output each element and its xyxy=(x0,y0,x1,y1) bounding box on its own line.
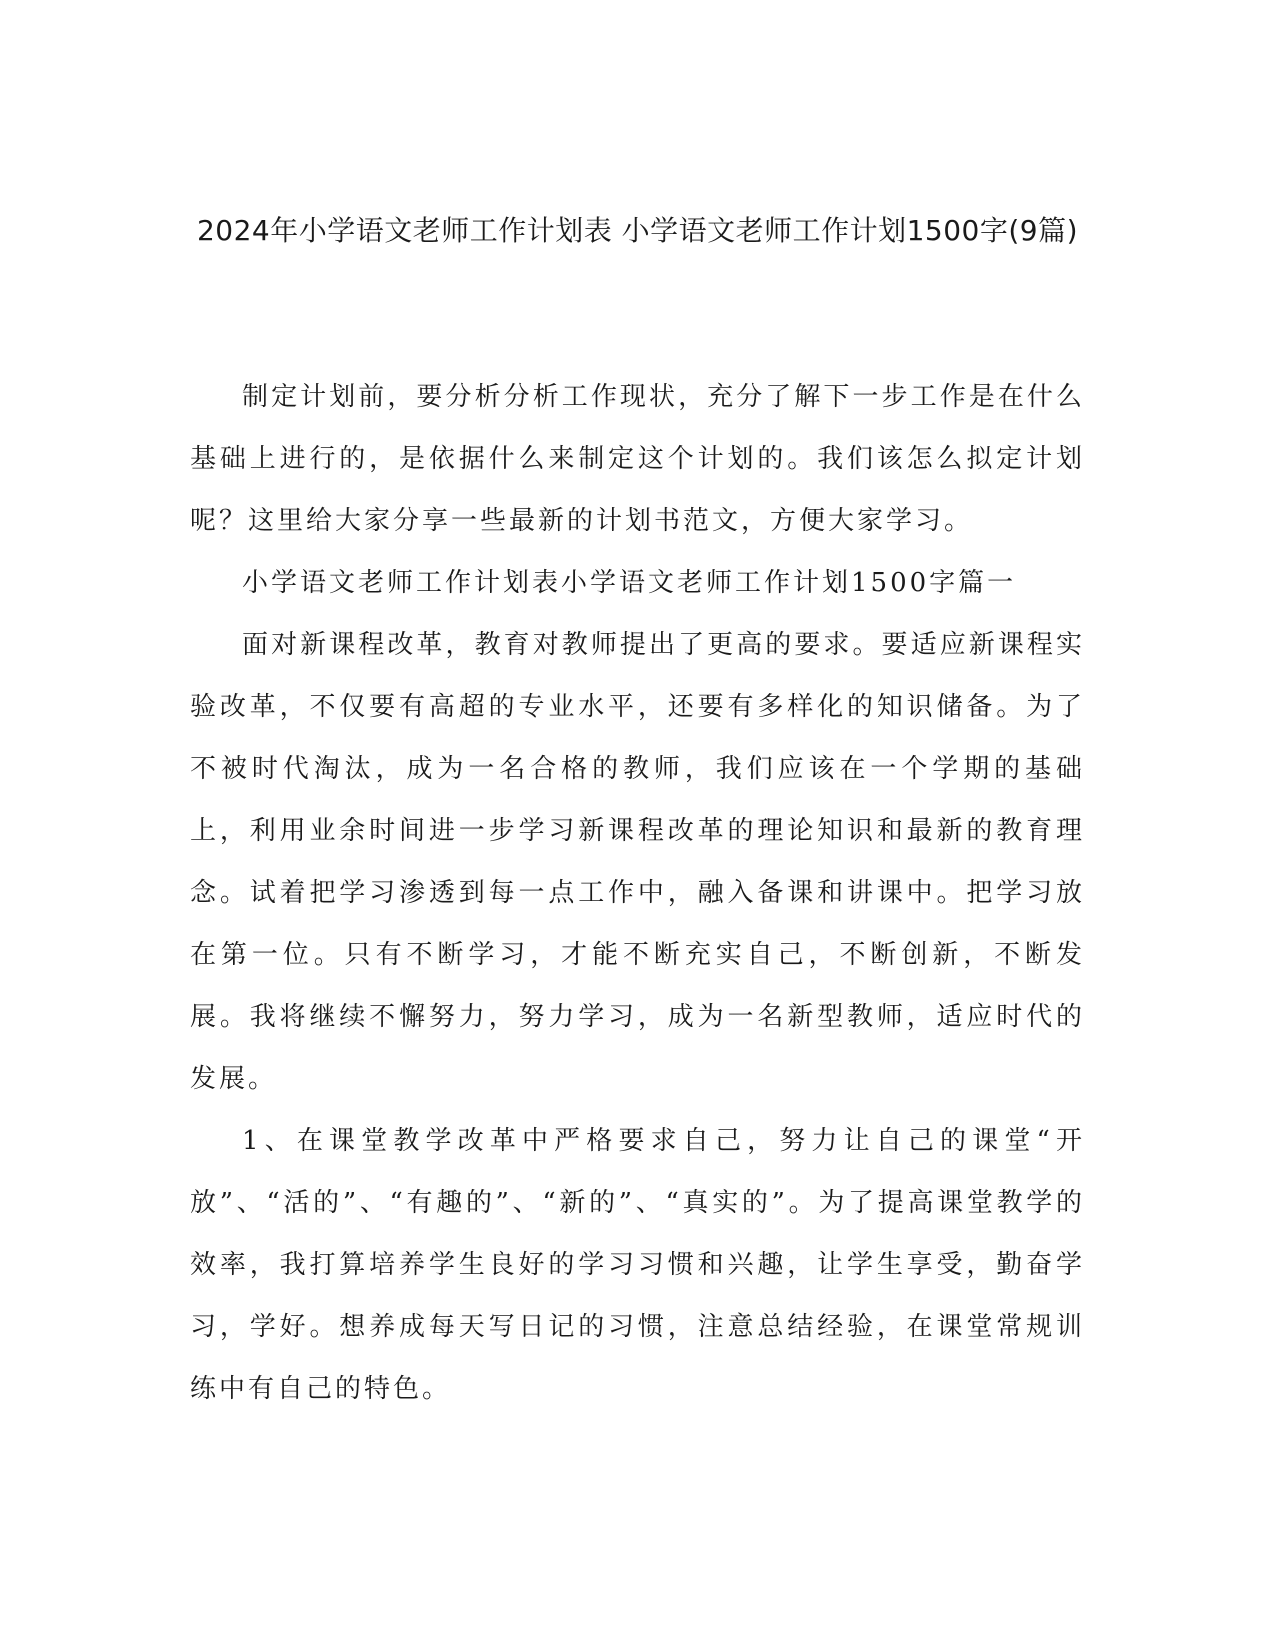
document-title: 2024年小学语文老师工作计划表 小学语文老师工作计划1500字(9篇) xyxy=(196,214,1079,247)
section-heading: 小学语文老师工作计划表小学语文老师工作计划1500字篇一 xyxy=(242,568,1017,598)
body-paragraph: 面对新课程改革，教育对教师提出了更高的要求。要适应新课程实验改革，不仅要有高超的专业水平，还要有多样化的知识储备。为了不被时代淘汰，成为一名合格的教师，我们应该在一个学期的基础上，利用业余时间进一步学习新课程改革的理论知识和最新的教育理念。试着把学习渗透到每一点工作中，融入备课和讲课中。把学习放在第一位。只有不断学习，才能不断充实自己，不断创新，不断发展。我将继续不懈努力，努力学习，成为一名新型教师，适应时代的发展。 xyxy=(190,630,1085,1094)
numbered-paragraph: 1、在课堂教学改革中严格要求自己，努力让自己的课堂“开放”、“活的”、“有趣的”、“新的”、“真实的”。为了提高课堂教学的效率，我打算培养学生良好的学习习惯和兴趣，让学生享受，勤奋学习，学好。想养成每天写日记的习惯，注意总结经验，在课堂常规训练中有自己的特色。 xyxy=(190,1126,1085,1404)
intro-paragraph: 制定计划前，要分析分析工作现状，充分了解下一步工作是在什么基础上进行的，是依据什么来制定这个计划的。我们该怎么拟定计划呢？这里给大家分享一些最新的计划书范文，方便大家学习。 xyxy=(190,382,1085,536)
document-body xyxy=(190,366,1085,1420)
